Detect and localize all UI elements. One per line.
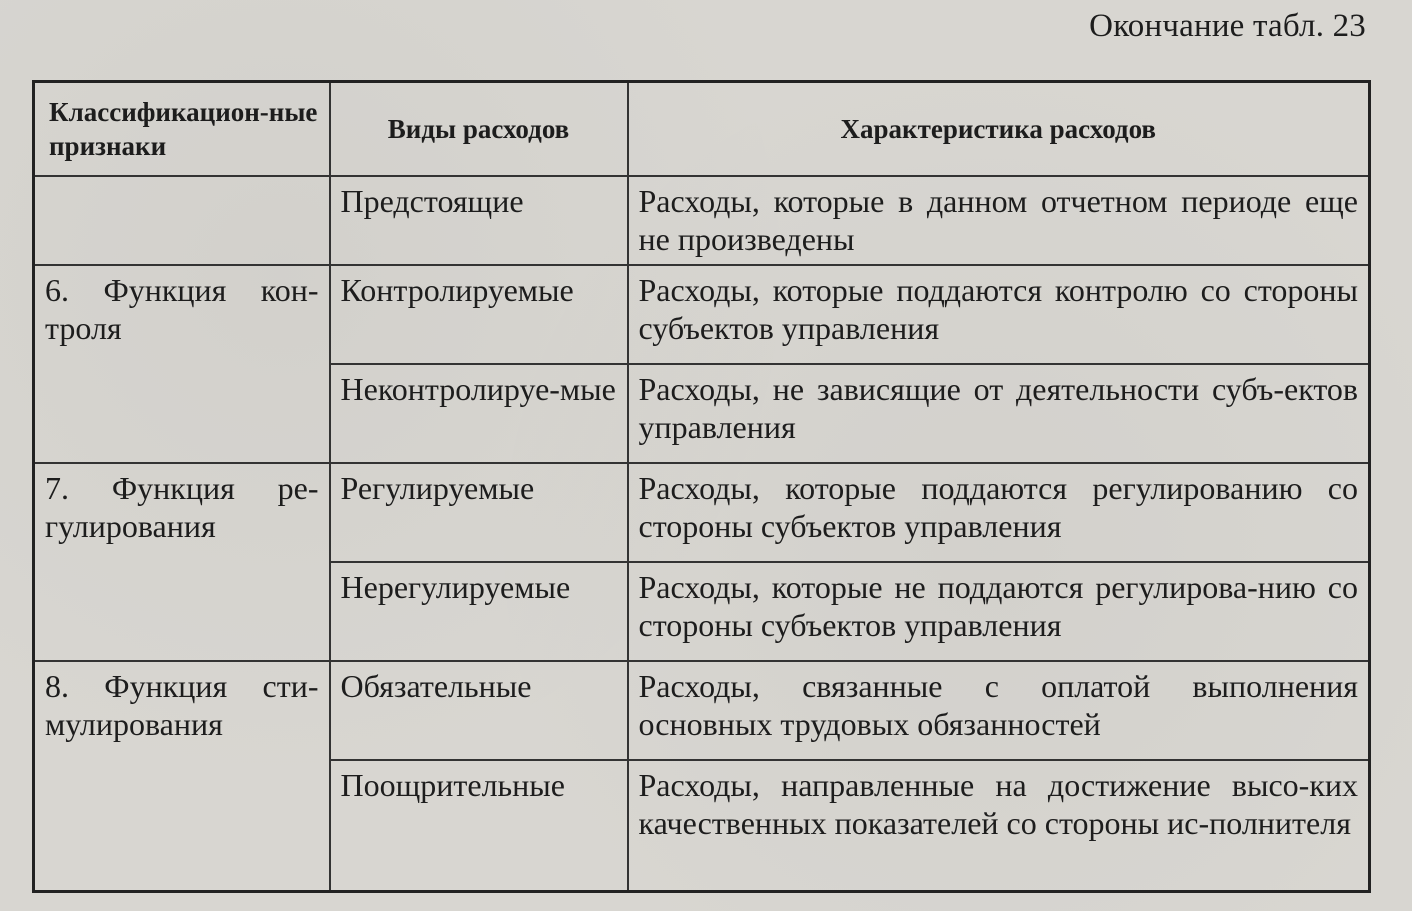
description-cell: Расходы, не зависящие от деятельности субъ-ектов управления [628, 364, 1370, 463]
description-cell: Расходы, которые не поддаются регулирова-нию со стороны субъектов управления [628, 562, 1370, 661]
expense-type-cell: Нерегулируемые [330, 562, 628, 661]
description-cell: Расходы, которые поддаются регулированию со стороны субъектов управления [628, 463, 1370, 562]
header-classification-features: Классификацион-ные признаки [34, 82, 330, 177]
expense-type-cell: Регулируемые [330, 463, 628, 562]
table-header-row [34, 82, 1370, 177]
header-expense-characteristics: Характеристика расходов [628, 82, 1370, 177]
expense-type-cell: Предстоящие [330, 176, 628, 265]
table-row [34, 463, 1370, 562]
feature-cell: 6. Функция кон-троля [34, 265, 330, 463]
expense-type-cell: Обязательные [330, 661, 628, 760]
expense-type-cell: Неконтролируе-мые [330, 364, 628, 463]
description-cell: Расходы, направленные на достижение высо-ких качественных показателей со стороны ис-полнителя [628, 760, 1370, 892]
table-row [34, 661, 1370, 760]
expense-classification-table [32, 80, 1371, 893]
table-caption: Окончание табл. 23 [1089, 8, 1366, 44]
header-expense-types: Виды расходов [330, 82, 628, 177]
table-row [34, 265, 1370, 364]
description-cell: Расходы, связанные с оплатой выполнения основных трудовых обязанностей [628, 661, 1370, 760]
table-row [34, 176, 1370, 265]
feature-cell: 8. Функция сти-мулирования [34, 661, 330, 892]
description-cell: Расходы, которые поддаются контролю со стороны субъектов управления [628, 265, 1370, 364]
expense-type-cell: Контролируемые [330, 265, 628, 364]
description-cell: Расходы, которые в данном отчетном периоде еще не произведены [628, 176, 1370, 265]
feature-cell: 7. Функция ре-гулирования [34, 463, 330, 661]
expense-type-cell: Поощрительные [330, 760, 628, 892]
feature-cell [34, 176, 330, 265]
